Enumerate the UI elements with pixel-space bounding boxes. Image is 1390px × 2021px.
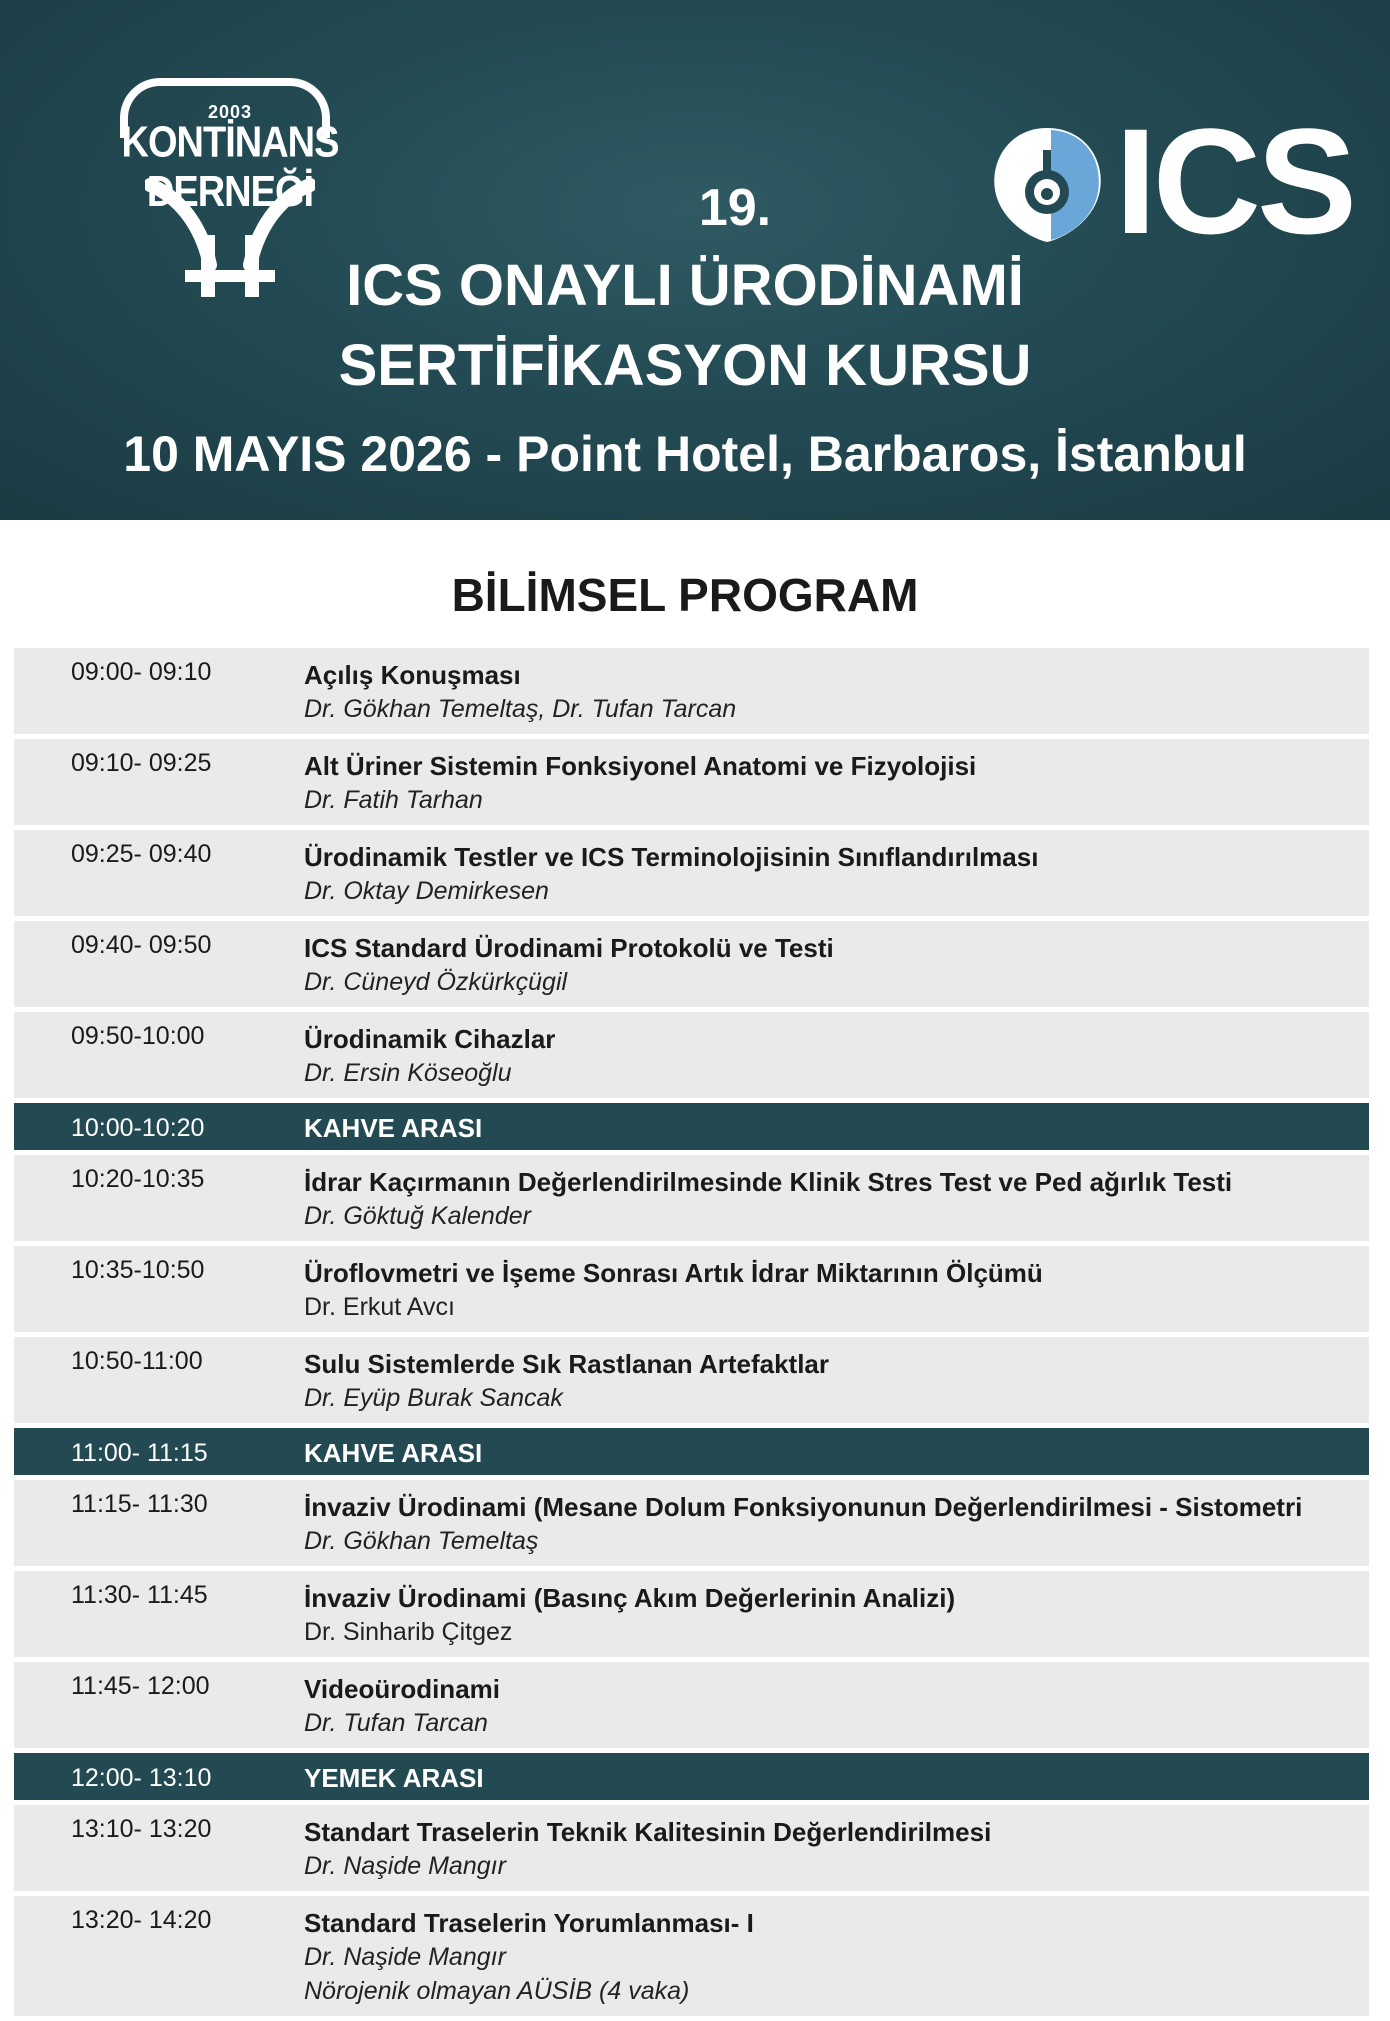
session-topic: Ürodinamik Cihazlar: [304, 1024, 556, 1054]
session-row: [14, 1337, 1369, 1423]
session-content: [304, 658, 1369, 726]
session-time: 10:20-10:35: [71, 1165, 205, 1193]
session-content: [304, 1815, 1369, 1883]
session-topic: Standard Traselerin Yorumlanması- I: [304, 1908, 754, 1938]
session-speaker: Dr. Sinharib Çitgez: [304, 1618, 513, 1646]
session-speaker: Dr. Gökhan Temeltaş: [304, 1527, 539, 1555]
session-content: [304, 1906, 1369, 2008]
session-speaker: Dr. Cüneyd Özkürkçügil: [304, 968, 568, 996]
session-row: [14, 1571, 1369, 1657]
session-content: [304, 1347, 1369, 1415]
session-time: 09:00- 09:10: [71, 658, 212, 686]
session-row: [14, 1896, 1369, 2016]
session-time: 10:50-11:00: [71, 1347, 203, 1375]
session-row: [14, 921, 1369, 1007]
program-title: BİLİMSEL PROGRAM: [451, 569, 919, 621]
session-row: [14, 1155, 1369, 1241]
session-topic: Videoürodinami: [304, 1674, 500, 1704]
break-label: KAHVE ARASI: [304, 1438, 483, 1468]
session-row: [14, 830, 1369, 916]
session-content: [304, 1165, 1369, 1233]
break-row: [14, 1103, 1369, 1150]
ics-logo-text: ICS: [1115, 97, 1354, 265]
session-time: 13:10- 13:20: [71, 1815, 212, 1843]
session-row: [14, 1012, 1369, 1098]
session-content: [304, 1672, 1369, 1740]
course-edition: 19.: [698, 179, 772, 237]
session-topic: İdrar Kaçırmanın Değerlendirilmesinde Klinik Stres Test ve Ped ağırlık Testi: [304, 1167, 1233, 1197]
session-speaker: Dr. Erkut Avcı: [304, 1293, 455, 1321]
session-speaker: Dr. Fatih Tarhan: [304, 786, 483, 814]
session-row: [14, 1480, 1369, 1566]
session-topic: Standart Traselerin Teknik Kalitesinin Değerlendirilmesi: [304, 1817, 992, 1847]
session-time: 11:30- 11:45: [71, 1581, 208, 1609]
course-title-line1: ICS ONAYLI ÜRODİNAMİ: [346, 253, 1024, 318]
session-speaker: Dr. Göktuğ Kalender: [304, 1202, 531, 1230]
session-row: [14, 1805, 1369, 1891]
session-time: 10:35-10:50: [71, 1256, 205, 1284]
session-content: [304, 749, 1369, 817]
session-topic: Alt Üriner Sistemin Fonksiyonel Anatomi ve Fizyolojisi: [304, 751, 977, 781]
session-time: 12:00- 13:10: [71, 1764, 212, 1792]
session-content: [304, 1022, 1369, 1090]
session-row: [14, 739, 1369, 825]
session-content: [304, 1436, 1369, 1470]
session-time: 09:50-10:00: [71, 1022, 205, 1050]
session-time: 09:40- 09:50: [71, 931, 212, 959]
date-venue: 10 MAYIS 2026 - Point Hotel, Barbaros, İstanbul: [123, 426, 1247, 482]
logo-name: KONTİNANS DERNEĞİ: [121, 118, 339, 217]
break-label: KAHVE ARASI: [304, 1113, 483, 1143]
session-content: [304, 1256, 1369, 1324]
session-time: 13:20- 14:20: [71, 1906, 212, 1934]
session-time: 09:10- 09:25: [71, 749, 212, 777]
session-content: [304, 840, 1369, 908]
break-row: [14, 1753, 1369, 1800]
session-topic: Açılış Konuşması: [304, 660, 521, 690]
session-content: [304, 931, 1369, 999]
session-content: [304, 1581, 1369, 1649]
session-topic: Üroflovmetri ve İşeme Sonrası Artık İdrar Miktarının Ölçümü: [304, 1258, 1043, 1288]
session-content: [304, 1761, 1369, 1795]
session-time: 11:00- 11:15: [71, 1439, 208, 1467]
session-speaker: Dr. Naşide Mangır: [304, 1852, 506, 1880]
session-speaker: Dr. Oktay Demirkesen: [304, 877, 549, 905]
session-time: 11:45- 12:00: [71, 1672, 210, 1700]
session-time: 09:25- 09:40: [71, 840, 212, 868]
logo-year: 2003: [207, 102, 253, 122]
session-time: 11:15- 11:30: [71, 1490, 208, 1518]
session-topic: Sulu Sistemlerde Sık Rastlanan Artefaktlar: [304, 1349, 830, 1379]
session-topic: Ürodinamik Testler ve ICS Terminolojisinin Sınıflandırılması: [304, 842, 1039, 872]
course-title-line2: SERTİFİKASYON KURSU: [338, 333, 1032, 398]
session-content: [304, 1111, 1369, 1145]
break-row: [14, 1428, 1369, 1475]
session-topic: İnvaziv Ürodinami (Mesane Dolum Fonksiyonunun Değerlendirilmesi - Sistometri: [304, 1492, 1303, 1522]
schedule-table: [14, 648, 1369, 2021]
session-speaker: Dr. Eyüp Burak Sancak: [304, 1384, 563, 1412]
session-topic: ICS Standard Ürodinami Protokolü ve Testi: [304, 933, 834, 963]
session-content: [304, 1490, 1369, 1558]
session-speaker: Nörojenik olmayan AÜSİB (4 vaka): [304, 1977, 690, 2005]
session-speaker: Dr. Ersin Köseoğlu: [304, 1059, 512, 1087]
session-time: 10:00-10:20: [71, 1114, 205, 1142]
session-row: [14, 1662, 1369, 1748]
session-topic: İnvaziv Ürodinami (Basınç Akım Değerlerinin Analizi): [304, 1583, 956, 1613]
session-speaker: Dr. Naşide Mangır: [304, 1943, 506, 1971]
break-label: YEMEK ARASI: [304, 1763, 484, 1793]
session-row: [14, 648, 1369, 734]
session-row: [14, 1246, 1369, 1332]
header-banner: [0, 0, 1390, 520]
session-speaker: Dr. Tufan Tarcan: [304, 1709, 488, 1737]
session-speaker: Dr. Gökhan Temeltaş, Dr. Tufan Tarcan: [304, 695, 737, 723]
